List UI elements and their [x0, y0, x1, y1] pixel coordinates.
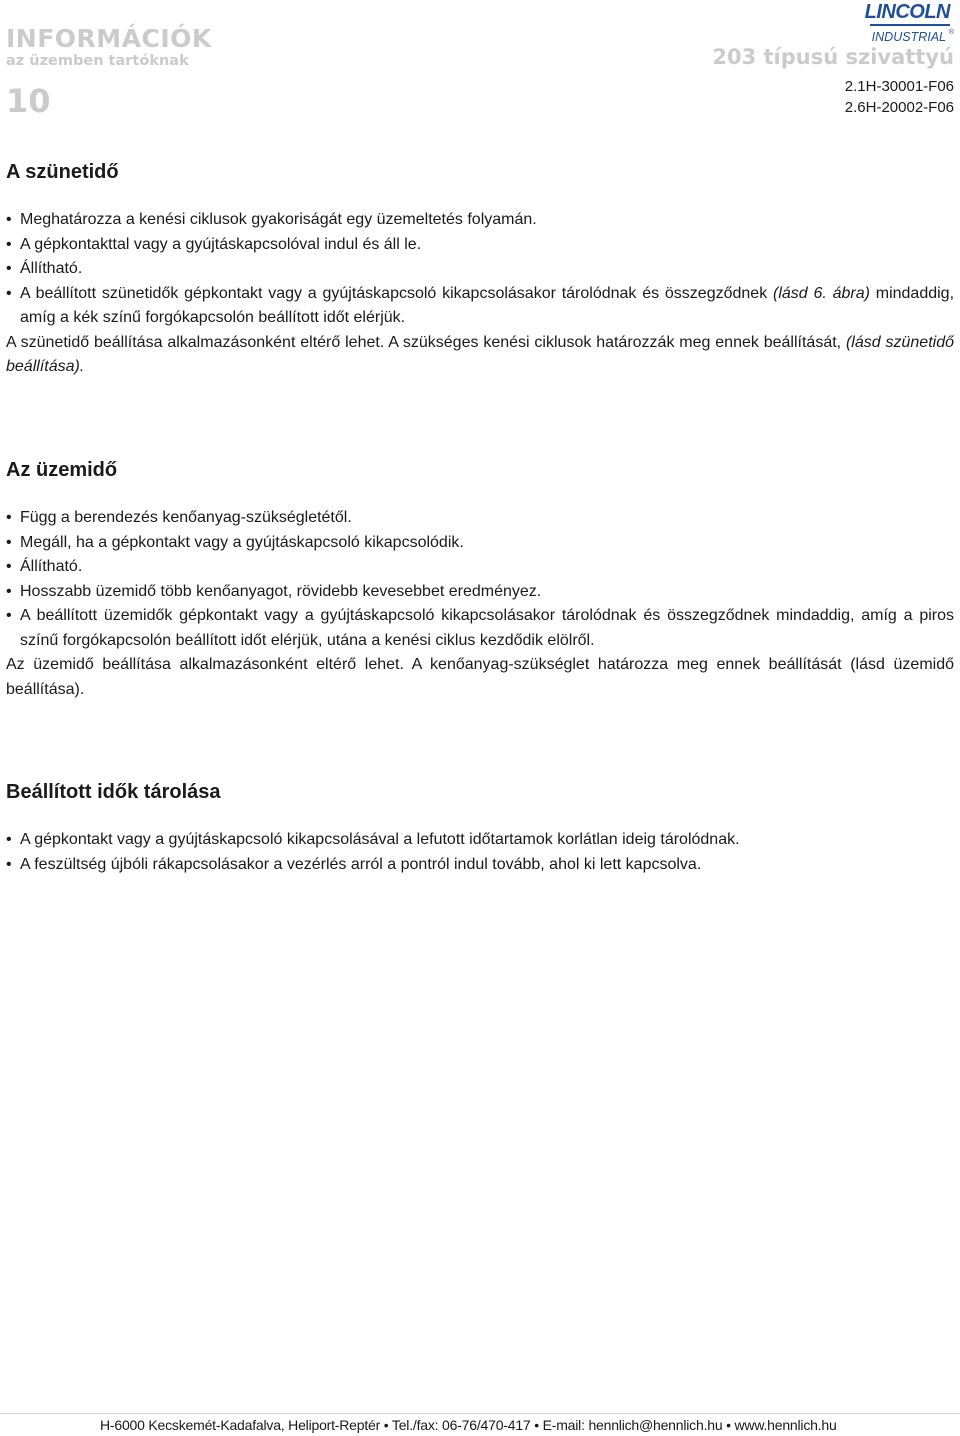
- section-heading: A szünetidő: [6, 161, 119, 183]
- product-name: 203 típusú szivattyú: [712, 45, 954, 69]
- list-item-text: A feszültség újbóli rákapcsolásakor a vezérlés arról a pontról indul tovább, ahol ki lett kapcsolva.: [20, 855, 702, 873]
- footer-divider: [0, 1413, 960, 1414]
- bullet-list: [6, 828, 954, 877]
- list-item-text-cont: mindaddig, amíg a kék színű forgókapcsolón beállított időt elérjük.: [20, 284, 955, 326]
- list-item: [6, 555, 954, 580]
- list-item: [6, 531, 954, 556]
- bullet-icon: •: [6, 607, 12, 624]
- list-item-text: Meghatározza a kenési ciklusok gyakoriságát egy üzemeltetés folyamán.: [20, 211, 537, 228]
- list-item-text: A beállított szünetidők gépkontakt vagy a gyújtáskapcsoló kikapcsolásakor tárolódnak és összegződnek: [20, 284, 773, 302]
- list-item-text: A gépkontakttal vagy a gyújtáskapcsolóval indul és áll le.: [20, 235, 422, 253]
- list-item-text: A beállított üzemidők gépkontakt vagy a gyújtáskapcsoló kikapcsolásakor tárolódnak és összegződnek mindaddig, amíg a piros színű forgókapcsolón beállított időt elérjük, utána a kenési ciklus kezdődik elölről.: [20, 607, 954, 649]
- section-uzemido: [6, 460, 954, 702]
- section-szunetido: [6, 162, 954, 380]
- bullet-icon: •: [6, 855, 12, 873]
- section-beallitott-idok-tarolasa: [6, 782, 954, 877]
- list-item-text: Állítható.: [20, 558, 83, 575]
- registered-mark: ®: [948, 29, 954, 36]
- list-item: [6, 257, 954, 282]
- list-item: [6, 282, 954, 331]
- section-paragraph: [6, 331, 954, 380]
- lincoln-industrial-logo: [864, 1, 954, 48]
- bullet-icon: •: [6, 582, 12, 600]
- bullet-icon: •: [6, 235, 12, 253]
- header-title: INFORMÁCIÓK: [6, 24, 212, 53]
- list-item: [6, 208, 954, 233]
- section-paragraph: Az üzemidő beállítása alkalmazásonként eltérő lehet. A kenőanyag-szükséglet határozza meg ennek beállítását (lásd üzemidő beállítása).: [6, 656, 954, 698]
- list-item: [6, 580, 954, 605]
- bullet-icon: •: [6, 284, 12, 302]
- page-number: 10: [6, 82, 51, 120]
- figure-reference: (lásd 6. ábra): [773, 284, 870, 302]
- bullet-icon: •: [6, 260, 12, 277]
- list-item-text: Megáll, ha a gépkontakt vagy a gyújtáskapcsoló kikapcsolódik.: [20, 533, 464, 551]
- list-item: [6, 828, 954, 853]
- bullet-list: [6, 506, 954, 653]
- document-code-2: 2.6H-20002-F06: [844, 99, 954, 116]
- list-item: [6, 604, 954, 653]
- list-item: [6, 506, 954, 531]
- logo-wordmark: LINCOLN: [864, 1, 950, 23]
- list-item-text: Állítható.: [20, 260, 83, 277]
- bullet-icon: •: [6, 533, 12, 551]
- logo-subtitle: INDUSTRIAL: [871, 30, 946, 44]
- bullet-icon: •: [6, 509, 12, 526]
- logo-underline: [870, 24, 950, 26]
- list-item: [6, 233, 954, 258]
- list-item-text: Hosszabb üzemidő több kenőanyagot, rövidebb kevesebbet eredményez.: [20, 582, 542, 600]
- bullet-list: [6, 208, 954, 331]
- cross-reference: (lásd szünetidő beállítása).: [6, 333, 954, 375]
- document-code-1: 2.1H-30001-F06: [844, 78, 954, 95]
- section-heading: Az üzemidő: [6, 459, 118, 481]
- header-subtitle: az üzemben tartóknak: [6, 53, 189, 69]
- bullet-icon: •: [6, 558, 12, 575]
- bullet-icon: •: [6, 211, 12, 228]
- paragraph-text: A szünetidő beállítása alkalmazásonként eltérő lehet. A szükséges kenési ciklusok határozzák meg ennek beállítását,: [6, 333, 846, 351]
- list-item: [6, 853, 954, 878]
- footer-contact: H-6000 Kecskemét-Kadafalva, Heliport-Reptér • Tel./fax: 06-76/470-417 • E-mail: hennlich@hennlich.hu • www.hennlich.hu: [100, 1417, 837, 1433]
- section-heading: Beállított idők tárolása: [6, 781, 221, 803]
- list-item-text: A gépkontakt vagy a gyújtáskapcsoló kikapcsolásával a lefutott időtartamok korlátlan ideig tárolódnak.: [20, 831, 740, 848]
- list-item-text: Függ a berendezés kenőanyag-szükségletétől.: [20, 509, 352, 526]
- bullet-icon: •: [6, 831, 12, 848]
